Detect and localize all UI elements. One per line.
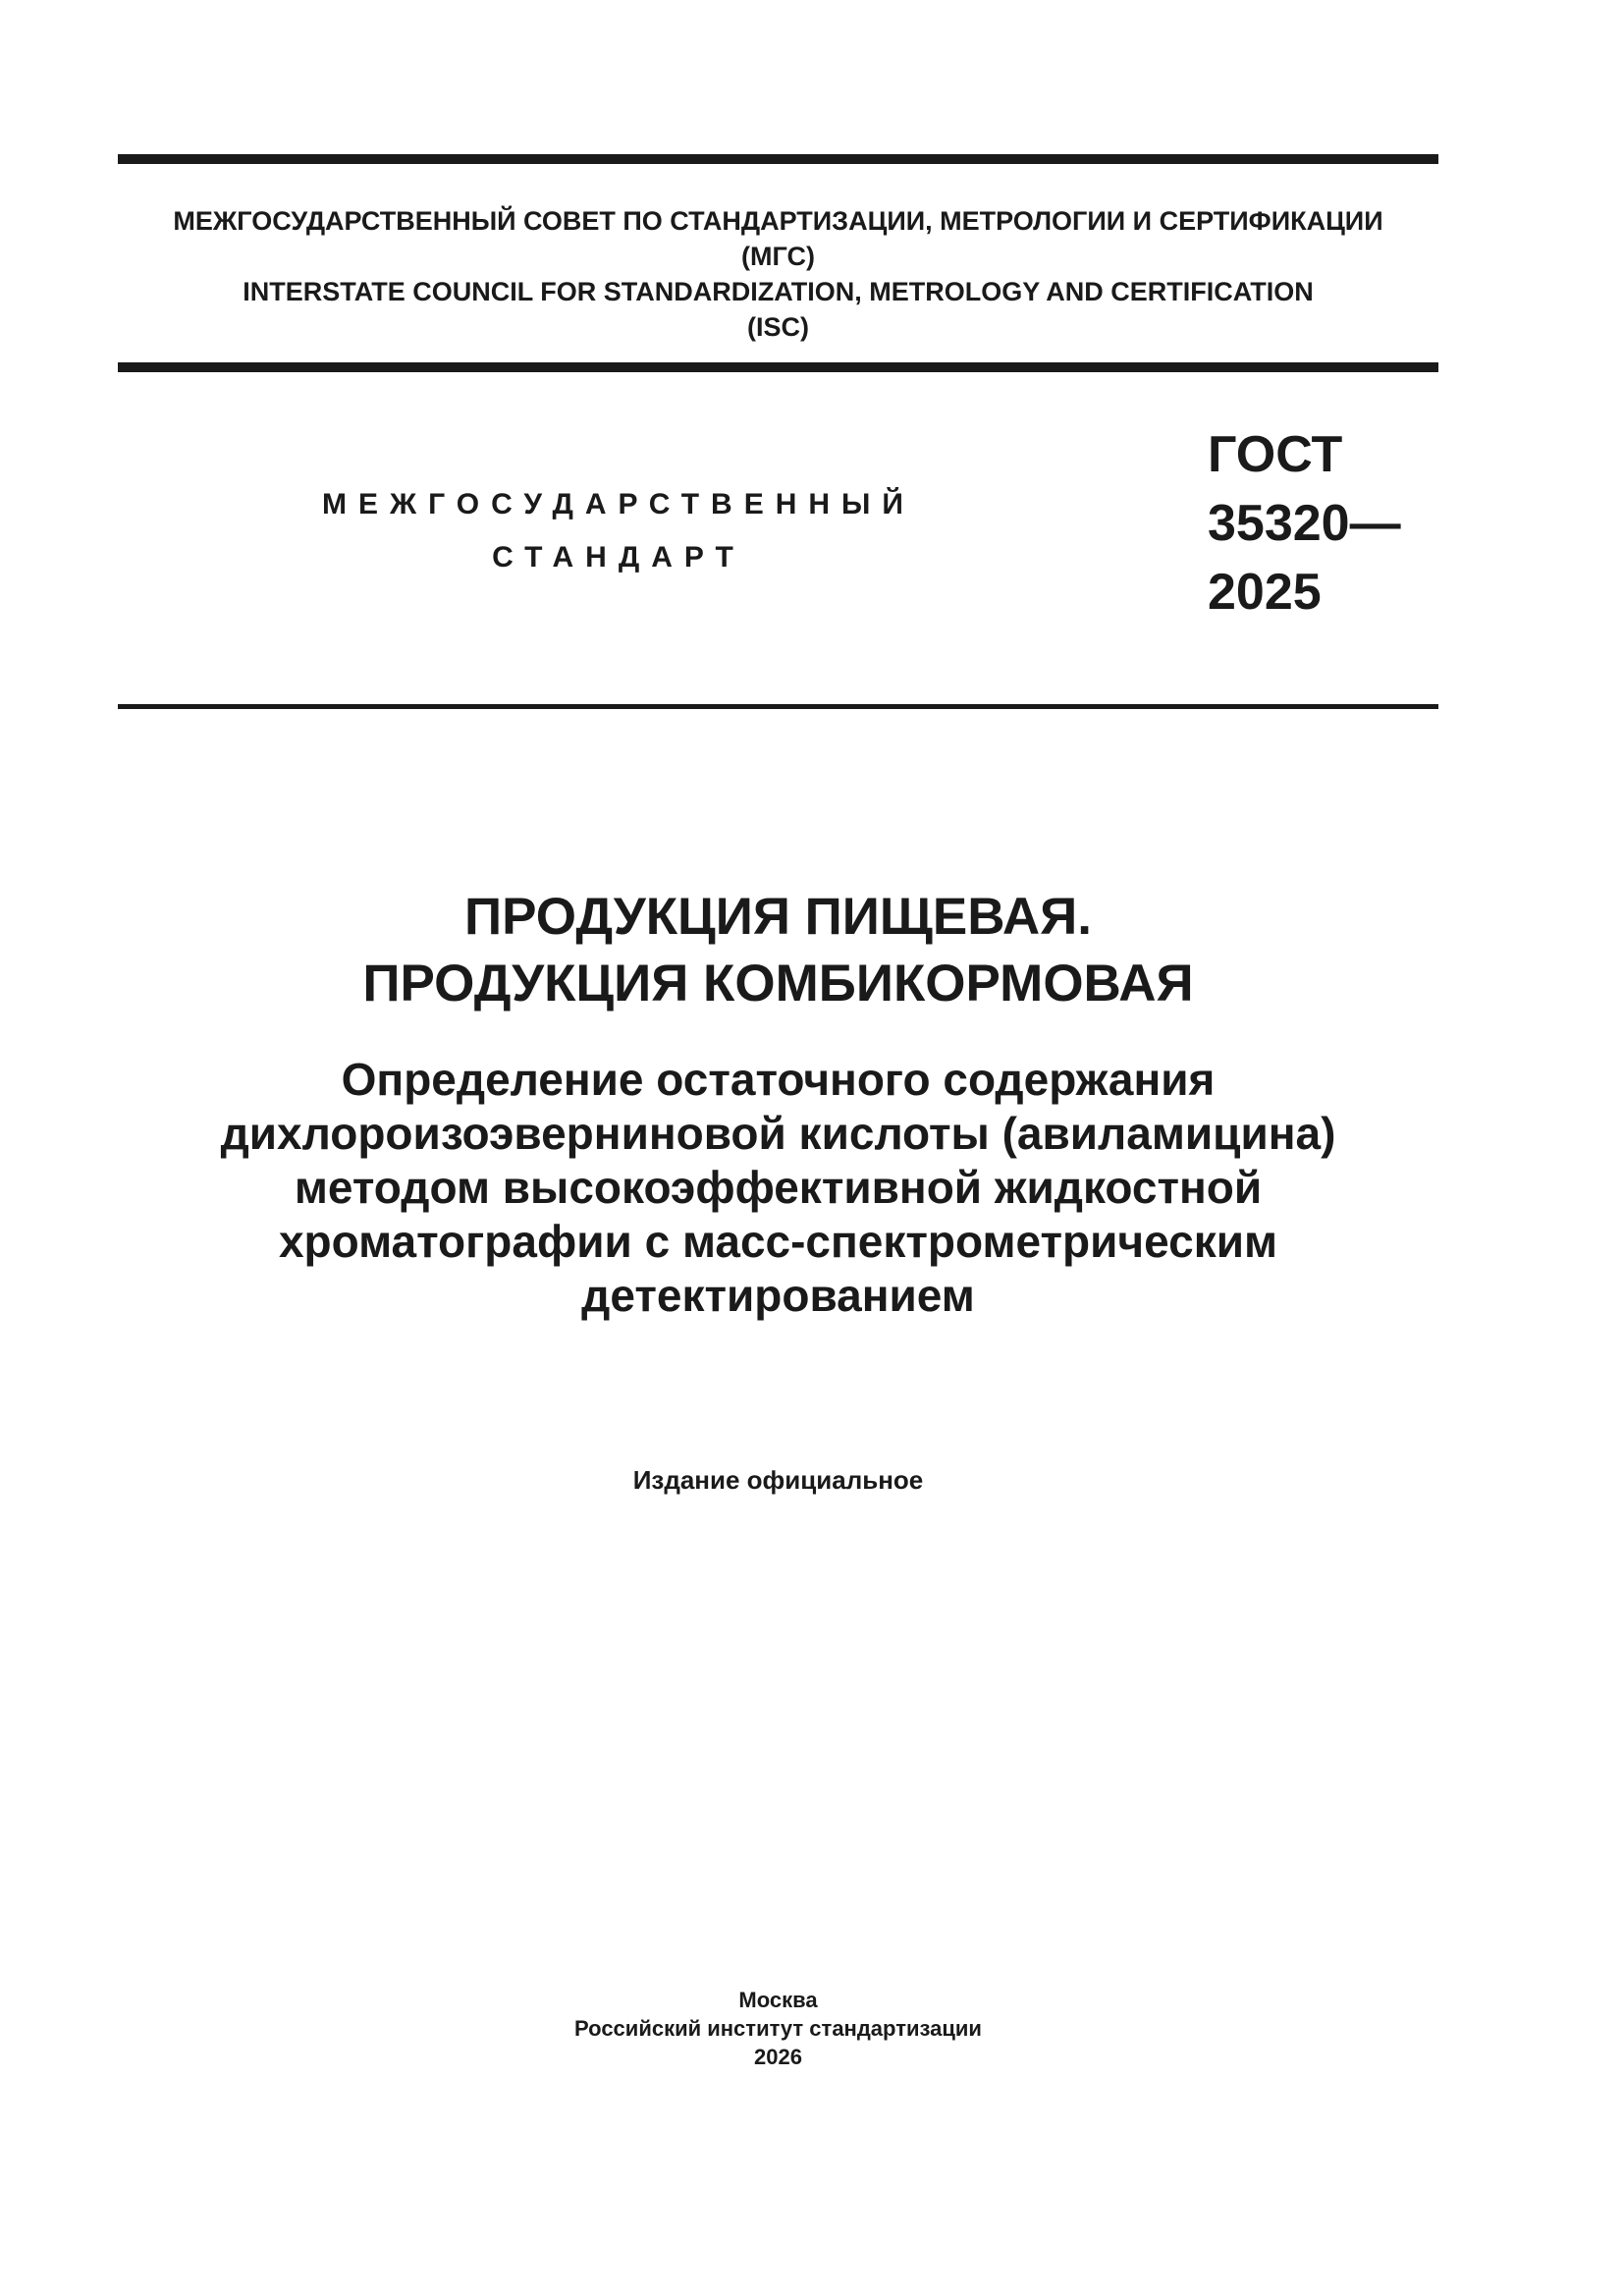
middle-rule	[118, 362, 1438, 372]
lower-rule	[118, 704, 1438, 709]
main-title	[118, 884, 1438, 1017]
standard-type-line-2: СТАНДАРТ	[492, 541, 745, 574]
imprint-city: Москва	[738, 1988, 818, 2012]
council-abbr-en: (ISC)	[747, 312, 809, 342]
main-title-line-2: ПРОДУКЦИЯ КОМБИКОРМОВАЯ	[362, 955, 1194, 1012]
subtitle-line-1: Определение остаточного содержания	[341, 1054, 1216, 1105]
subtitle-line-2: дихлороизоэверниновой кислоты (авиламицина)	[220, 1108, 1336, 1159]
standard-type-line-1: МЕЖГОСУДАРСТВЕННЫЙ	[322, 488, 915, 520]
subtitle-line-4: хроматографии с масс-спектрометрическим	[278, 1216, 1278, 1267]
top-rule	[118, 154, 1438, 164]
council-header	[118, 203, 1438, 345]
edition-note: Издание официальное	[632, 1465, 924, 1495]
standard-designation	[1208, 420, 1401, 627]
subtitle-line-5: детектированием	[581, 1270, 975, 1321]
council-abbr-ru: (МГС)	[741, 242, 815, 271]
designation-prefix: ГОСТ	[1208, 426, 1343, 483]
designation-year: 2025	[1208, 564, 1322, 621]
main-title-line-1: ПРОДУКЦИЯ ПИЩЕВАЯ.	[464, 888, 1092, 946]
imprint-publisher: Российский институт стандартизации	[574, 2016, 982, 2041]
document-title-block	[118, 884, 1438, 1323]
subtitle	[118, 1053, 1438, 1323]
council-name-en: INTERSTATE COUNCIL FOR STANDARDIZATION, METROLOGY AND CERTIFICATION	[243, 277, 1314, 306]
imprint-year: 2026	[754, 2045, 802, 2069]
imprint	[118, 1986, 1438, 2071]
standard-type	[226, 478, 1011, 584]
designation-number: 35320—	[1208, 495, 1401, 552]
council-name-ru: МЕЖГОСУДАРСТВЕННЫЙ СОВЕТ ПО СТАНДАРТИЗАЦИИ, МЕТРОЛОГИИ И СЕРТИФИКАЦИИ	[173, 206, 1383, 236]
subtitle-line-3: методом высокоэффективной жидкостной	[294, 1162, 1263, 1213]
